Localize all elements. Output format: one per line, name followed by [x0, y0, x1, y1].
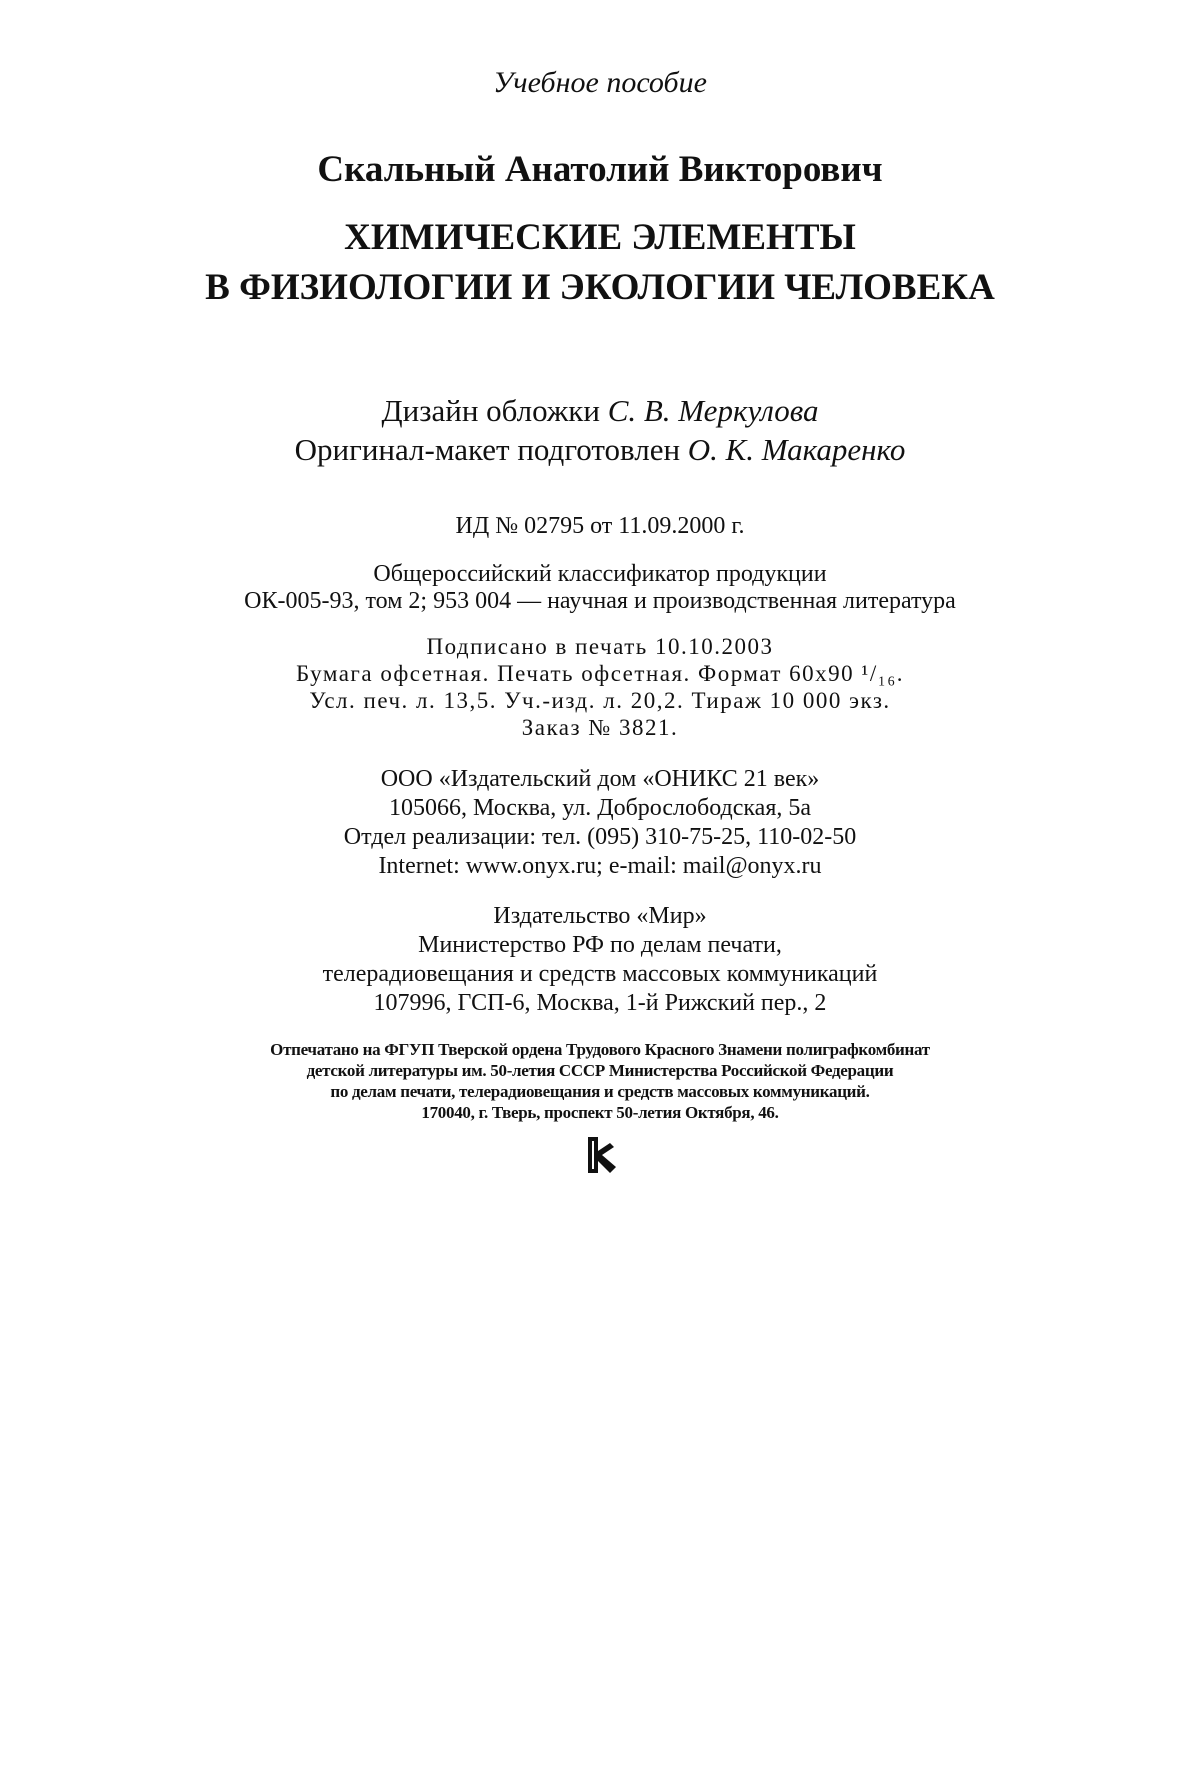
signed-line-3: Усл. печ. л. 13,5. Уч.-изд. л. 20,2. Тираж 10 000 экз. — [309, 688, 891, 713]
book-title-line-2: В ФИЗИОЛОГИИ И ЭКОЛОГИИ ЧЕЛОВЕКА — [205, 267, 995, 308]
printed-line-3: по делам печати, телерадиовещания и средств массовых коммуникаций. — [330, 1082, 870, 1101]
publisher-line-3: Отдел реализации: тел. (095) 310-75-25, 110-02-50 — [343, 824, 857, 850]
layout-author-name: О. К. Макаренко — [687, 432, 906, 467]
publisher-line-2: 105066, Москва, ул. Доброслободская, 5а — [388, 795, 812, 821]
book-author: Скальный Анатолий Викторович — [317, 149, 883, 190]
mir-line-1: Издательство «Мир» — [493, 903, 707, 929]
signed-line-2: Бумага офсетная. Печать офсетная. Формат 60x90 ¹/₁₆. — [296, 661, 904, 686]
book-genre: Учебное пособие — [493, 66, 707, 99]
printed-line-2: детской литературы им. 50-летия СССР Министерства Российской Федерации — [306, 1061, 894, 1080]
printed-line-4: 170040, г. Тверь, проспект 50-летия Октября, 46. — [421, 1103, 779, 1122]
cover-designer-name: С. В. Меркулова — [607, 393, 819, 428]
mir-line-3: телерадиовещания и средств массовых коммуникаций — [322, 961, 878, 987]
publisher-line-1: ООО «Издательский дом «ОНИКС 21 век» — [380, 766, 820, 792]
printer-mark-icon — [580, 1133, 620, 1177]
book-title-line-1: ХИМИЧЕСКИЕ ЭЛЕМЕНТЫ — [344, 217, 856, 258]
publisher-line-4: Internet: www.onyx.ru; e-mail: mail@onyx.ru — [378, 853, 822, 879]
cover-design-credit — [0, 393, 1200, 429]
classifier-line-1: Общероссийский классификатор продукции — [373, 561, 827, 587]
mir-line-4: 107996, ГСП-6, Москва, 1-й Рижский пер., 2 — [373, 990, 827, 1016]
license-number: ИД № 02795 от 11.09.2000 г. — [455, 513, 745, 539]
classifier-line-2: ОК-005-93, том 2; 953 004 — научная и производственная литература — [244, 588, 956, 614]
mir-line-2: Министерство РФ по делам печати, — [418, 932, 782, 958]
signed-line-1: Подписано в печать 10.10.2003 — [426, 634, 774, 659]
layout-label: Оригинал-макет подготовлен — [294, 432, 681, 467]
layout-credit — [0, 432, 1200, 468]
cover-design-label: Дизайн обложки — [381, 393, 600, 428]
printed-line-1: Отпечатано на ФГУП Тверской ордена Трудового Красного Знамени полиграфкомбинат — [270, 1040, 930, 1059]
signed-line-4: Заказ № 3821. — [521, 715, 679, 740]
